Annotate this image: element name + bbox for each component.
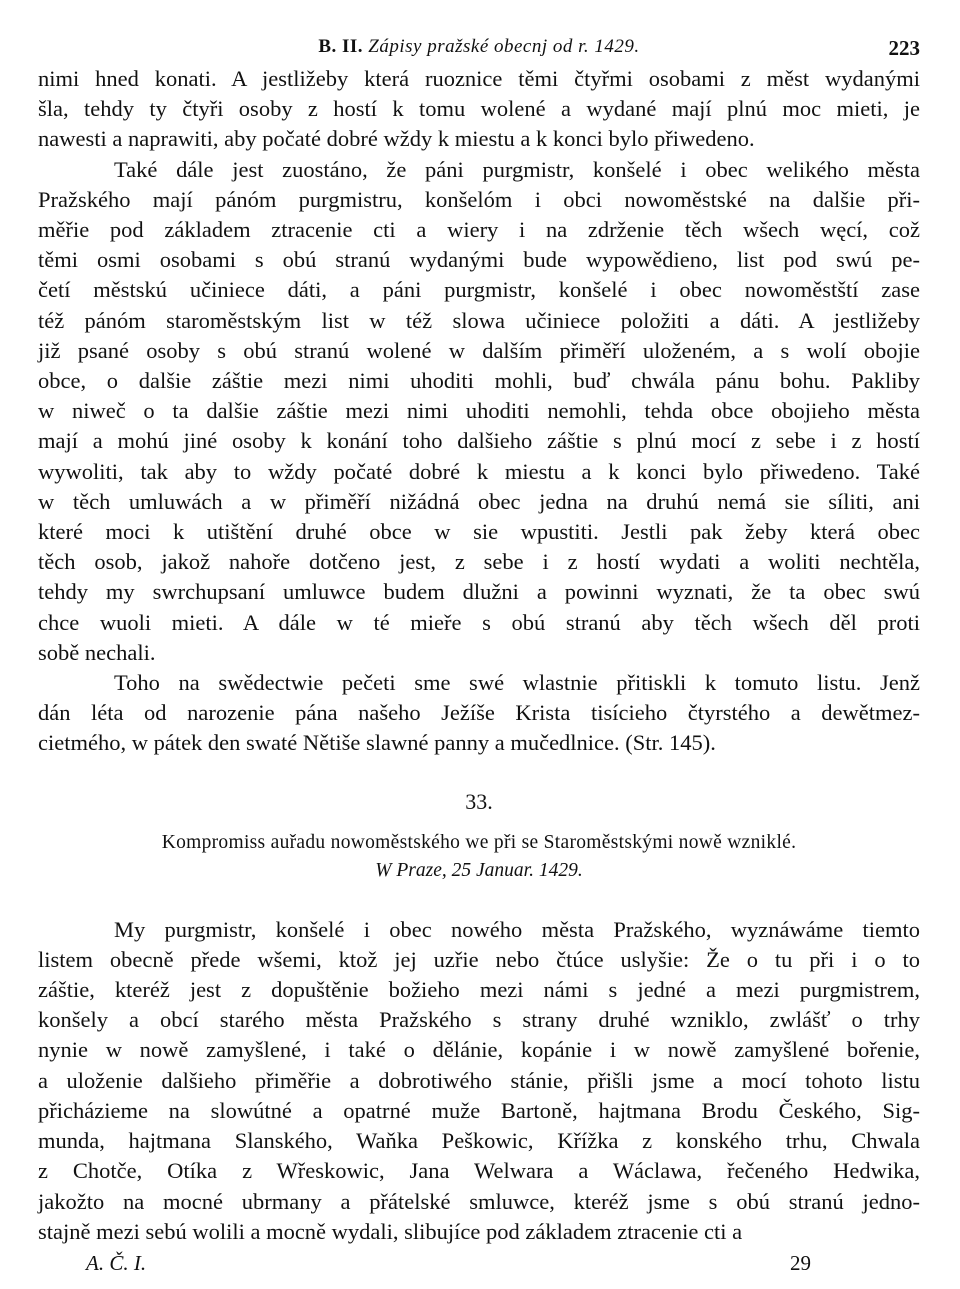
text-line: měřie pod základem ztracenie cti a wiery i na zdrženie těch wšech węcí, což	[38, 217, 920, 243]
text-line: četí městskú učiniece dáti, a páni purgmistr, konšelé i obec nowoměstští zase	[38, 277, 920, 303]
text-line: mají a mohú jiné osoby k konání toho dalšieho záštie s plnú mocí z sebe i z hostí	[38, 428, 920, 454]
text-line: My purgmistr, konšelé i obec nowého města Pražského, wyznáwáme tiemto	[114, 916, 920, 942]
paragraph	[38, 64, 920, 155]
page-footer	[38, 1249, 920, 1281]
text-line: listem obecně přede wšemi, ktož jej uzřie nebo čtúce uslyšie: Že o tu při i o to	[38, 946, 920, 972]
signature-mark: A. Č. I.	[86, 1250, 147, 1275]
text-line: Pražského mají pánóm purgmistru, konšelóm i obci nowoměstské na dalšie při-	[38, 186, 920, 212]
sheet-number: 29	[790, 1250, 811, 1275]
text-line: nawesti a naprawiti, aby počaté dobré wždy k miestu a k konci bylo přiwedeno.	[38, 126, 755, 152]
running-header	[38, 30, 920, 64]
running-title	[38, 36, 920, 58]
document-title: Kompromiss auřadu nowoměstského we při se Staroměstskými nowě wzniklé.	[161, 831, 797, 853]
text-line: munda, hajtmana Slanského, Waňka Peškowic, Křížka z konského trhu, Chwala	[38, 1128, 920, 1154]
document-date: W Praze, 25 Januar. 1429.	[375, 859, 583, 881]
text-line: konšely a obcí starého města Pražského s strany druhé wzniklo, zwlášť o trhy	[38, 1007, 920, 1033]
text-line: cietmého, w pátek den swaté Nětiše slawné panny a mučedlnice. (Str. 145).	[38, 730, 716, 756]
text-line: záštie, kteréž jest z dopuštěnie božieho mezi námi s jedné a mezi purgmistrem,	[38, 977, 920, 1003]
text-line: šla, tehdy ty čtyři osoby z hostí k tomu wolené a wydané mají plnú moc mieti, je	[38, 96, 920, 122]
part-label: B. II.	[318, 36, 364, 57]
text-line: w těch umluwách a w přiměří nižádná obec jedna na druhú nemá sie síliti, ani	[38, 488, 920, 514]
text-line: jakožto na mocné ubrmany a přátelské smluwce, kteréž jsme s obú stranú jedno-	[38, 1188, 920, 1214]
text-section-document	[38, 915, 920, 1247]
text-line: wywoliti, tak aby to wždy počaté dobré k miestu a k konci bylo přiwedeno. Také	[38, 458, 920, 484]
text-line: Také dále jest zuostáno, že páni purgmistr, konšelé i obec welikého města	[114, 156, 920, 182]
page-number: 223	[888, 36, 920, 60]
paragraph	[38, 915, 920, 1247]
text-line: w niweč o ta dalšie záštie mezi nimi uhoditi nemohli, tehda obce obojieho města	[38, 398, 920, 424]
text-line: Toho na swědectwie pečeti sme swé wlastnie přitiskli k tomuto listu. Jenž	[114, 670, 920, 696]
text-line: tehdy my swrchupsaní umluwce budem dlužni a powinni wyznati, že ta obec swú	[38, 579, 920, 605]
text-line: nimi hned konati. A jestližeby která ruoznice těmi čtyřmi osobami z měst wydanými	[38, 66, 920, 91]
text-line: nynie w nowě zamyšlené, i také o dělánie, kopánie i w nowě zamyšlené bořenie,	[38, 1037, 920, 1063]
document-number: 33.	[465, 788, 493, 814]
page	[38, 30, 920, 1281]
text-line: obce, o dalšie záštie mezi nimi uhoditi mohli, buď chwála pánu bohu. Pakliby	[38, 368, 920, 394]
paragraph	[38, 155, 920, 668]
text-line: stajně mezi sebú wolili a mocně wydali, slibujíce pod základem ztracenie cti a	[38, 1218, 743, 1244]
text-line: již psané osoby s obú stranú wolené w dalším přiměří uloženém, a s wolí obojie	[38, 337, 920, 363]
text-line: z Chotče, Otíka z Wřeskowic, Jana Welwara a Wáclawa, řečeného Hedwika,	[38, 1158, 920, 1184]
text-line: chce wuoli mieti. A dále w té mieře s obú stranú aby těch wšech děl proti	[38, 609, 920, 635]
header-title: Zápisy pražské obecnj od r. 1429.	[368, 36, 640, 57]
text-line: a uloženie dalšieho přiměřie a dobrotiwého stánie, přišli jsme a mocí tohoto listu	[38, 1067, 920, 1093]
text-line: též pánóm staroměstským list w též slowa učiniece položiti a dáti. A jestližeby	[38, 307, 920, 333]
text-line: těmi osmi osobami s obú stranú wydanými bude wypowědieno, list pod swú pe-	[38, 247, 920, 273]
text-line: přicházieme na slowútné a opatrné muže Bartoně, hajtmana Brodu Českého, Sig-	[38, 1097, 920, 1123]
text-line: dán léta od narozenie pána našeho Ježíše Krista tisícieho čtyrstého a dewětmez-	[38, 700, 920, 726]
text-line: těch osob, jakož nahoře dotčeno jest, z sebe i z hostí wydati a woliti nechtěla,	[38, 549, 920, 575]
text-line: sobě nechali.	[38, 639, 156, 665]
text-section-continuation	[38, 64, 920, 759]
paragraph	[38, 668, 920, 759]
text-line: které moci k utištění druhé obce w sie wpustiti. Jestli pak žeby která obec	[38, 519, 920, 545]
